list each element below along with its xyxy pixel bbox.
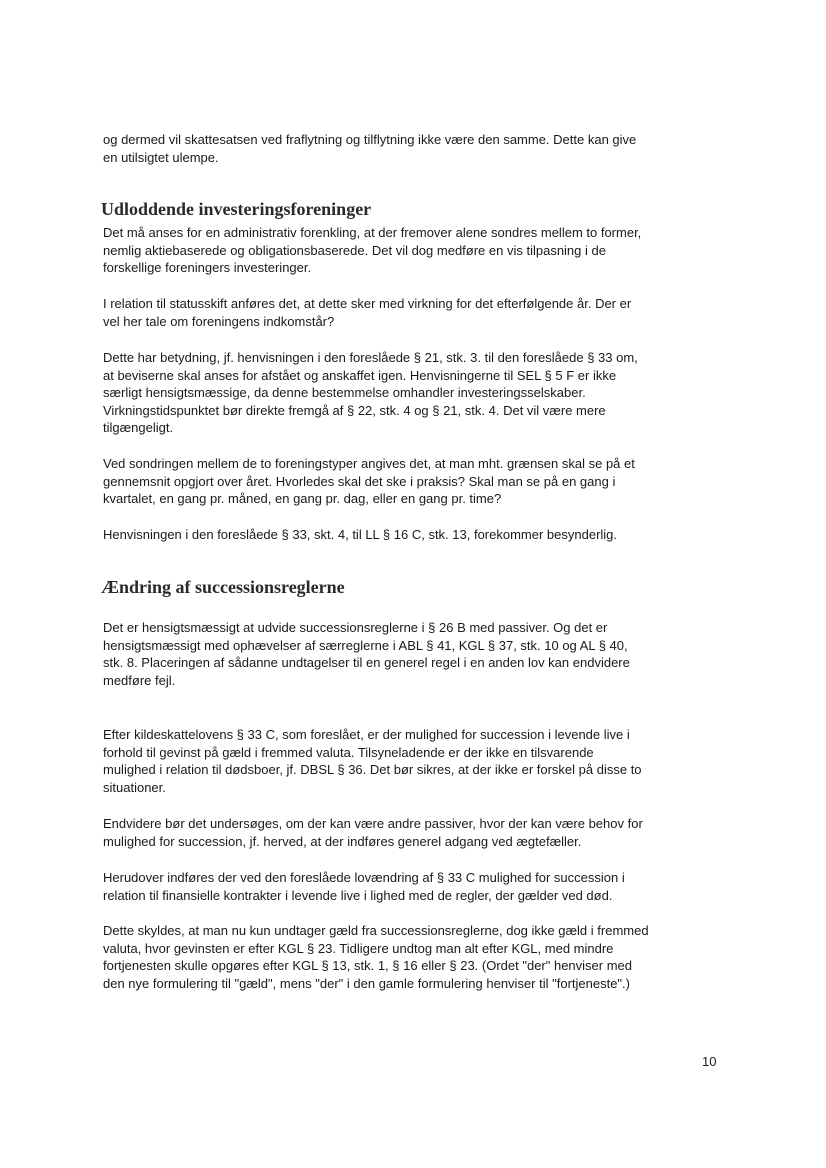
- text-line: Det må anses for en administrativ forenkling, at der fremover alene sondres mellem to former,: [103, 225, 642, 240]
- text-line: tilgængeligt.: [103, 420, 174, 435]
- text-line: relation til finansielle kontrakter i levende live i lighed med de regler, der gælder ved død.: [103, 887, 613, 903]
- text-line: Virkningstidspunktet bør direkte fremgå af § 22, stk. 4 og § 21, stk. 4. Det vil være mere: [103, 402, 606, 418]
- text-line: Endvidere bør det undersøges, om der kan være andre passiver, hvor der kan være behov for: [103, 816, 643, 831]
- paragraph: [103, 295, 723, 330]
- text-line: Herudover indføres der ved den foreslåede lovændring af § 33 C mulighed for succession i: [103, 870, 625, 885]
- text-line: valuta, hvor gevinsten er efter KGL § 23. Tidligere undtog man alt efter KGL, med mindre: [103, 940, 614, 956]
- text-line: Dette har betydning, jf. henvisningen i den foreslåede § 21, stk. 3. til den foreslåede § 33 om,: [103, 350, 638, 365]
- text-line: gennemsnit opgjort over året. Hvorledes skal det ske i praksis? Skal man se på en gang i: [103, 473, 616, 489]
- text-line: stk. 8. Placeringen af sådanne undtagelser til en generel regel i en anden lov kan endvidere: [103, 655, 630, 670]
- text-line: Efter kildeskattelovens § 33 C, som foreslået, er der mulighed for succession i levende live i: [103, 727, 630, 742]
- paragraph: [103, 224, 723, 277]
- text-line: situationer.: [103, 779, 166, 795]
- paragraph: [103, 526, 723, 544]
- text-line: den nye formulering til "gæld", mens "der" i den gamle formulering henviser til "fortjeneste".): [103, 975, 630, 991]
- intro-paragraph: [103, 131, 723, 166]
- text-line: Henvisningen i den foreslåede § 33, skt. 4, til LL § 16 C, stk. 13, forekommer besynderlig.: [103, 527, 618, 542]
- paragraph: [103, 815, 723, 850]
- text-line: forskellige foreningers investeringer.: [103, 260, 312, 275]
- text-line: kvartalet, en gang pr. måned, en gang pr. dag, eller en gang pr. time?: [103, 491, 502, 506]
- text-line: mulighed i relation til dødsboer, jf. DBSL § 36. Det bør sikres, at der ikke er forskel på disse to: [103, 762, 642, 777]
- paragraph: [103, 349, 723, 437]
- section-heading-investeringsforeninger: Udloddende investeringsforeninger: [101, 199, 372, 219]
- paragraph: [103, 726, 723, 796]
- section-heading-successionsreglerne: Ændring af successionsreglerne: [101, 577, 345, 597]
- text-line: Ved sondringen mellem de to foreningstyper angives det, at man mht. grænsen skal se på et: [103, 456, 635, 471]
- text-line: særligt hensigtsmæssige, da denne bestemmelse omhandler investeringsselskaber.: [103, 385, 586, 400]
- text-line: Det er hensigtsmæssigt at udvide successionsreglerne i § 26 B med passiver. Og det er: [103, 620, 608, 635]
- page-number: 10: [702, 1054, 717, 1069]
- paragraph: [103, 619, 723, 689]
- text-line: hensigtsmæssigt med ophævelser af særreglerne i ABL § 41, KGL § 37, stk. 10 og AL § 40,: [103, 637, 628, 653]
- text-line: Dette skyldes, at man nu kun undtager gæld fra successionsreglerne, dog ikke gæld i fremmed: [103, 923, 649, 938]
- text-line: fortjenesten skulle opgøres efter KGL § 13, stk. 1, § 16 eller § 23. (Ordet "der" henviser med: [103, 958, 633, 973]
- text-line: mulighed for succession, jf. herved, at der indføres generel adgang ved ægtefæller.: [103, 833, 582, 849]
- paragraph: [103, 869, 723, 904]
- text-line: at beviserne skal anses for afstået og anskaffet igen. Henvisningerne til SEL § 5 F er ikke: [103, 367, 617, 383]
- paragraph: [103, 455, 723, 508]
- text-line: vel her tale om foreningens indkomstår?: [103, 313, 335, 329]
- text-line: medføre fejl.: [103, 672, 176, 688]
- paragraph: [103, 922, 723, 992]
- text-line: I relation til statusskift anføres det, at dette sker med virkning for det efterfølgende år. Der er: [103, 296, 632, 311]
- text-line: nemlig aktiebaserede og obligationsbaserede. Det vil dog medføre en vis tilpasning i de: [103, 242, 606, 258]
- text-line: og dermed vil skattesatsen ved fraflytning og tilflytning ikke være den samme. Dette kan give: [103, 132, 637, 147]
- text-line: en utilsigtet ulempe.: [103, 149, 219, 165]
- text-line: forhold til gevinst på gæld i fremmed valuta. Tilsyneladende er der ikke en tilsvarende: [103, 744, 594, 760]
